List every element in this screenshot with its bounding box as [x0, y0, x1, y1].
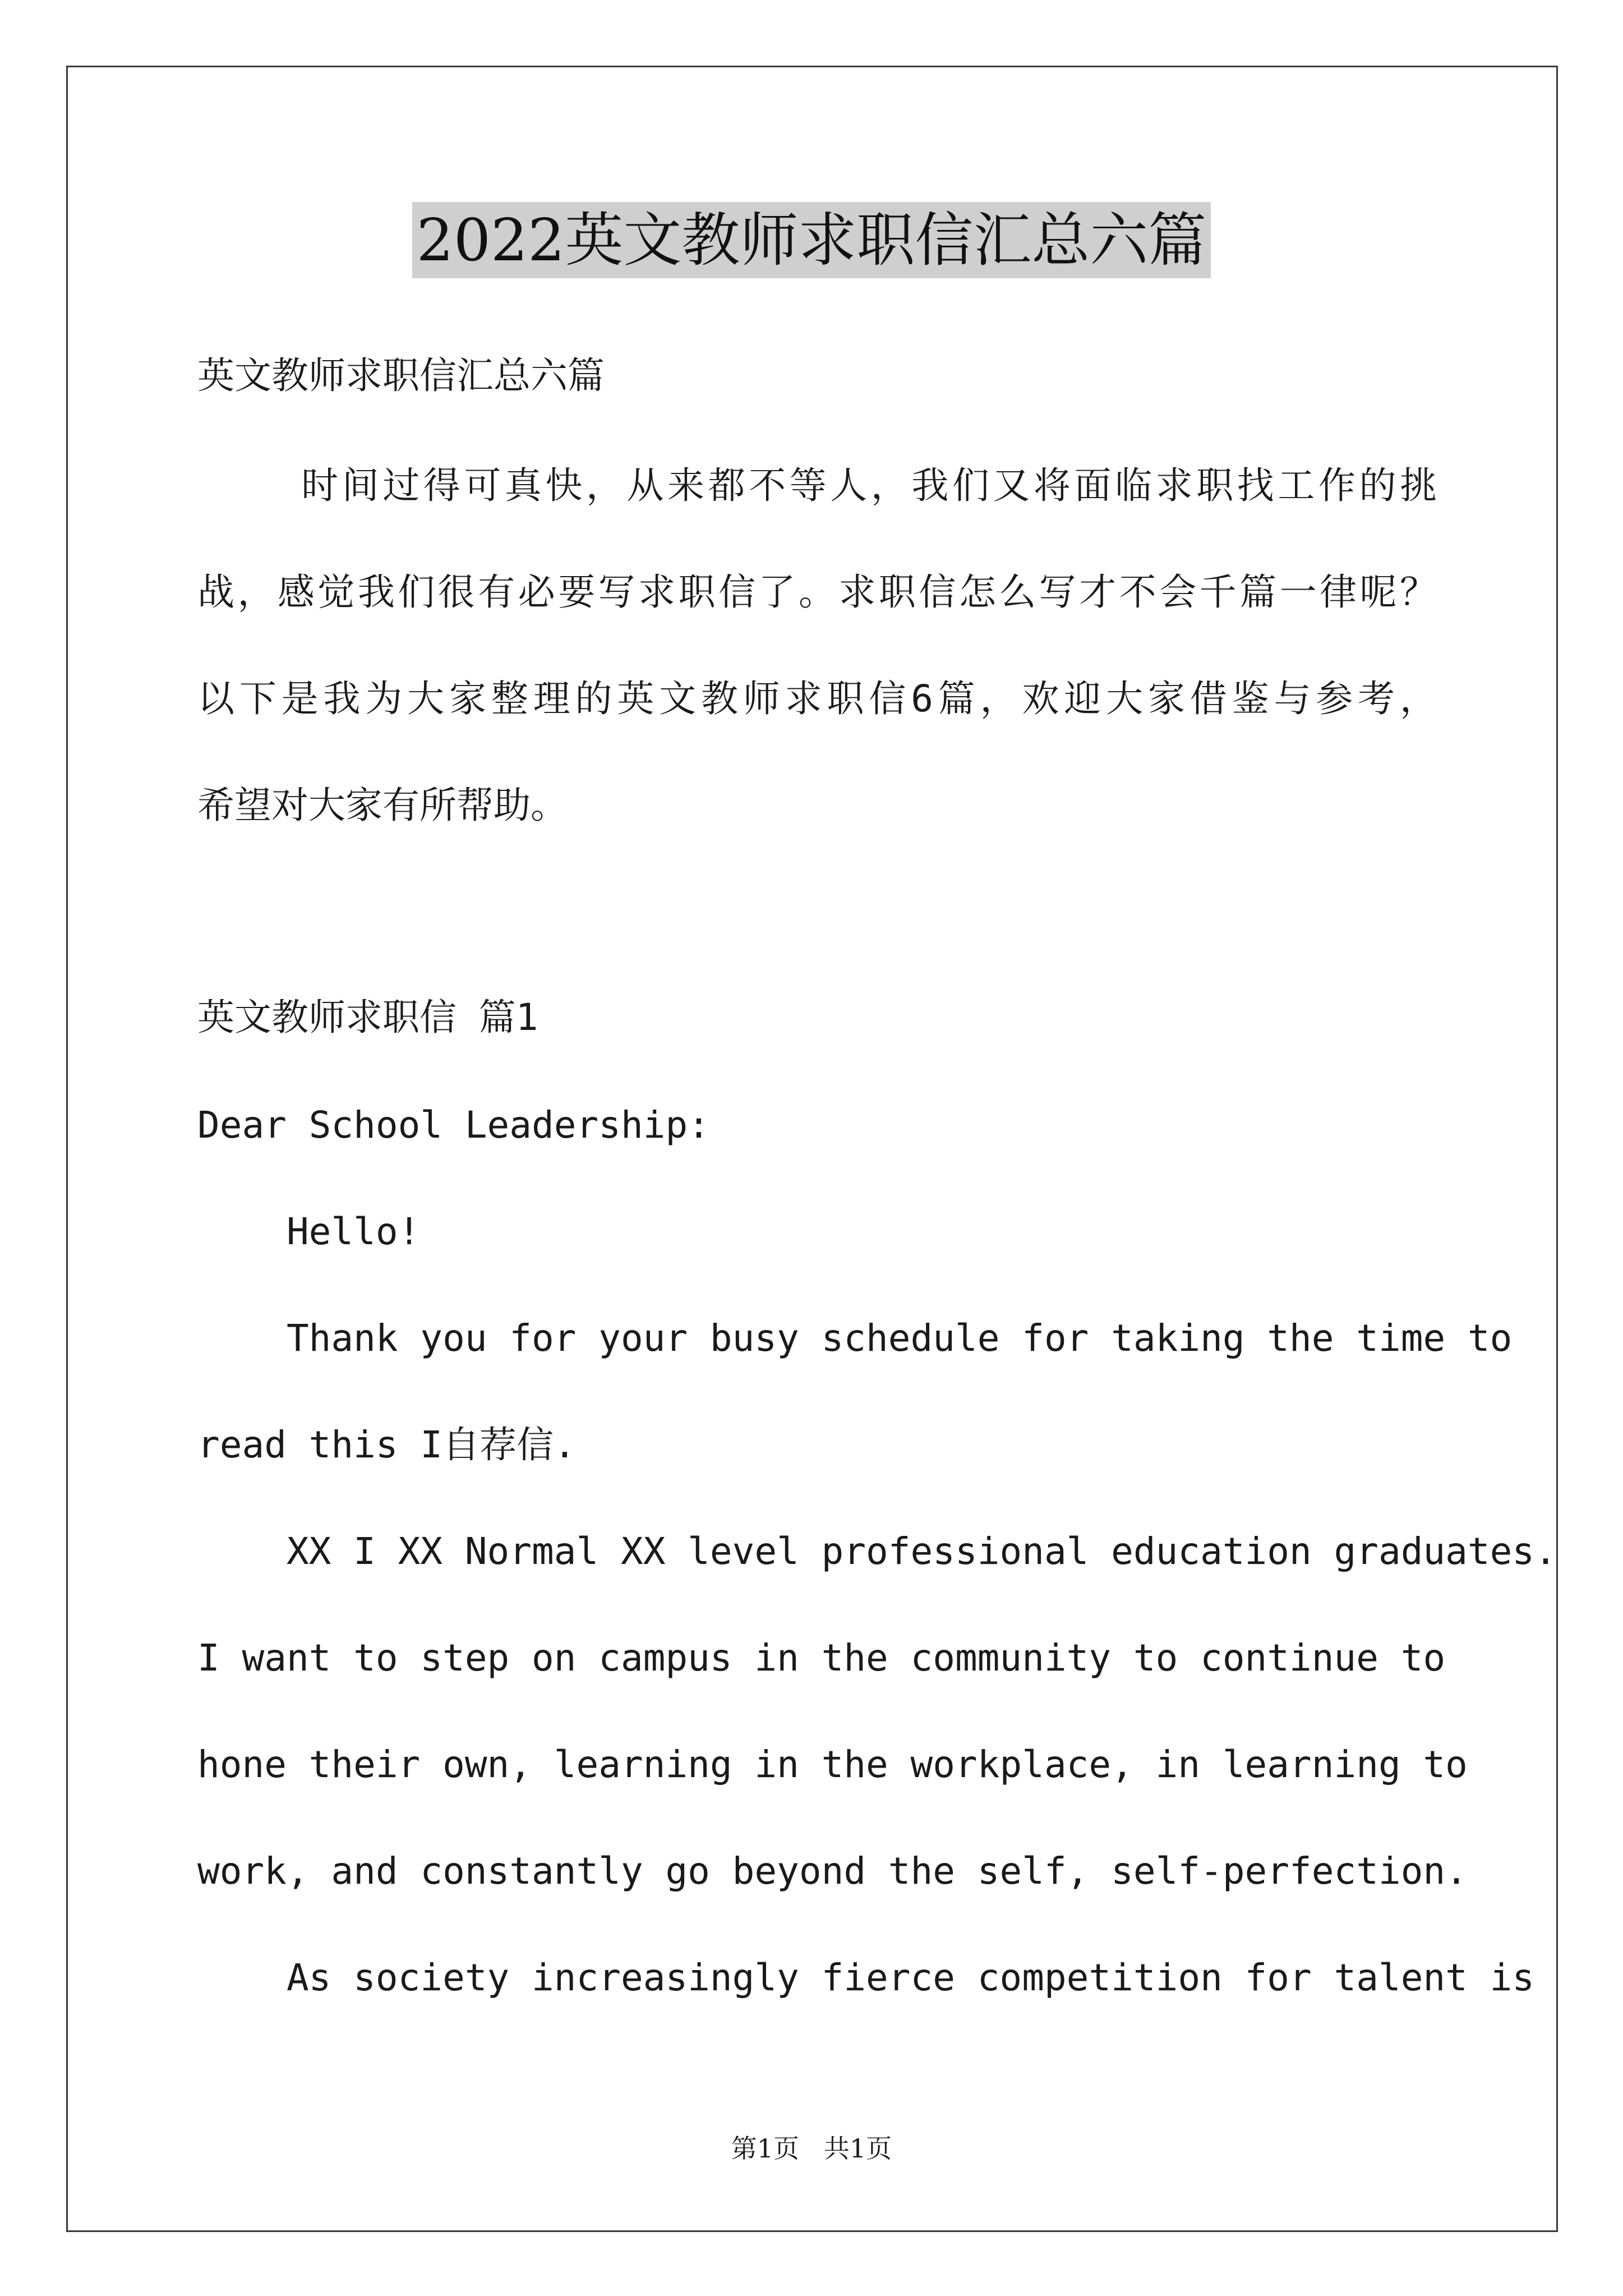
greeting: Hello!	[197, 1210, 421, 1253]
body-line: XX I XX Normal XX level professional education graduates.	[197, 1530, 1557, 1573]
body-line: 以下是我为大家整理的英文教师求职信6篇，欢迎大家借鉴与参考，	[197, 677, 1437, 720]
subtitle-line: 英文教师求职信汇总六篇	[197, 354, 605, 397]
body-line: work, and constantly go beyond the self, self-perfection.	[197, 1849, 1468, 1893]
body-line: As society increasingly fierce competition for talent is	[197, 1956, 1535, 1999]
body-line: hone their own, learning in the workplace, in learning to	[197, 1743, 1468, 1786]
document-title: 2022英文教师求职信汇总六篇	[412, 202, 1211, 278]
page-footer: 第1页 共1页	[731, 2133, 892, 2164]
body-line: read this I自荐信.	[197, 1423, 576, 1466]
title-container	[0, 202, 1623, 278]
body-line: 希望对大家有所帮助。	[197, 784, 568, 827]
section-heading: 英文教师求职信 篇1	[197, 996, 538, 1039]
salutation: Dear School Leadership:	[197, 1103, 710, 1147]
body-line: 时间过得可真快，从来都不等人，我们又将面临求职找工作的挑	[197, 464, 1437, 507]
body-line: Thank you for your busy schedule for taking the time to	[197, 1317, 1513, 1360]
body-line: 战，感觉我们很有必要写求职信了。求职信怎么写才不会千篇一律呢？	[197, 570, 1437, 614]
body-line: I want to step on campus in the community to continue to	[197, 1636, 1446, 1680]
